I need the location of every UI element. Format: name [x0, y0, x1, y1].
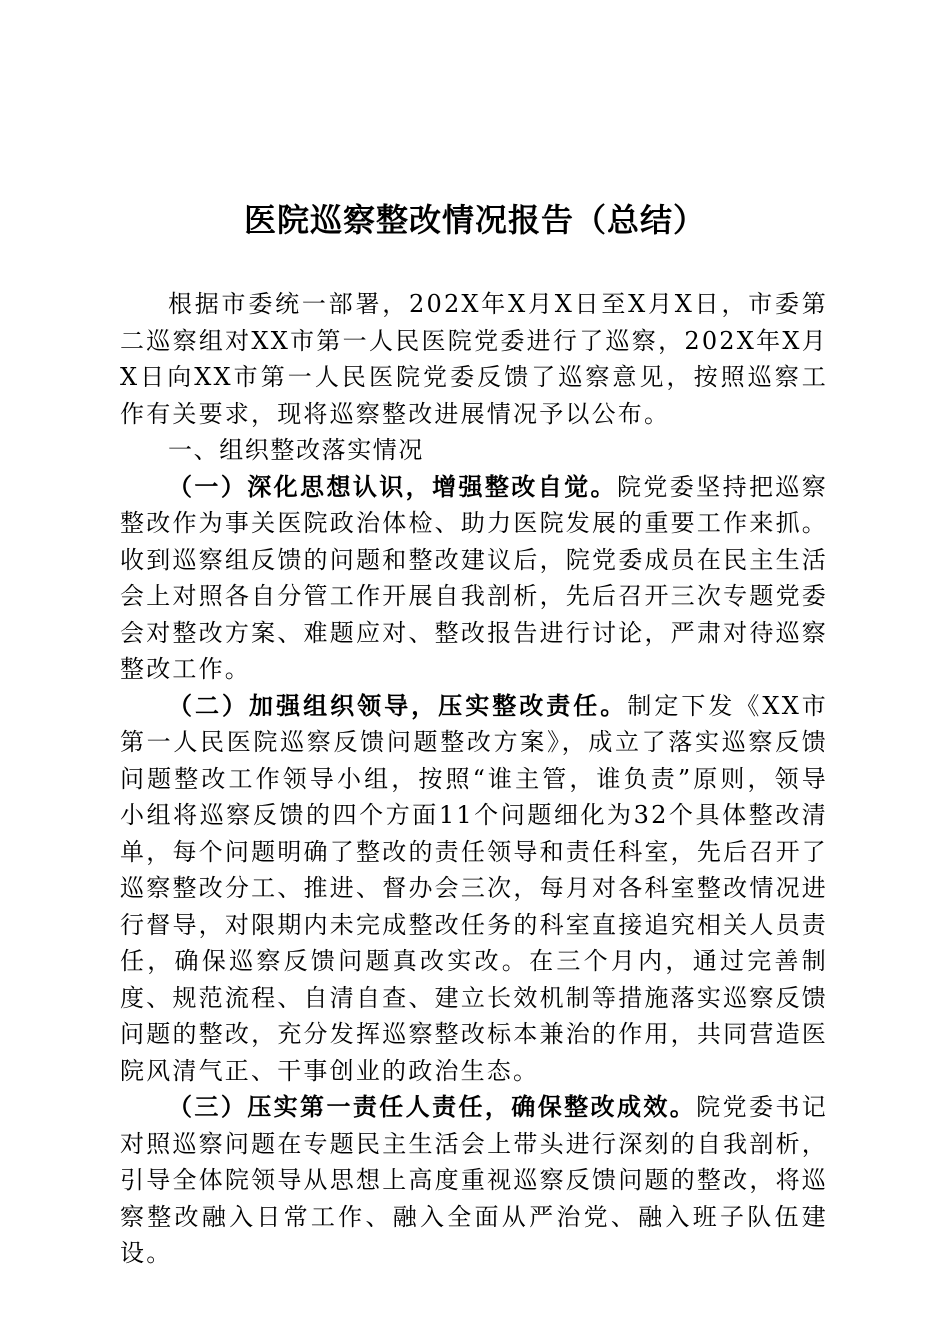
section-heading: 一、组织整改落实情况 [168, 436, 424, 464]
paragraph-item-2 [120, 688, 828, 1090]
intro-paragraph: 根据市委统一部署，202X年X月X日至X月X日，市委第二巡察组对XX市第一人民医院党委进行了巡察，202X年X月X日向XX市第一人民医院党委反馈了巡察意见，按照巡察工作有关要求，现将巡察整改进展情况予以公布。 [120, 290, 828, 428]
paragraph-item-3 [120, 1089, 828, 1272]
paragraph-text: 制定下发《XX市第一人民医院巡察反馈问题整改方案》，成立了落实巡察反馈问题整改工作领导小组，按照“谁主管，谁负责”原则，领导小组将巡察反馈的四个方面11个问题细化为32个具体整改清单，每个问题明确了整改的责任领导和责任科室，先后召开了巡察整改分工、推进、督办会三次，每月对各科室整改情况进行督导，对限期内未完成整改任务的科室直接追究相关人员责任，确保巡察反馈问题真改实改。在三个月内，通过完善制度、规范流程、自清自查、建立长效机制等措施落实巡察反馈问题的整改，充分发挥巡察整改标本兼治的作用，共同营造医院风清气正、干事创业的政治生态。 [120, 691, 828, 1085]
paragraph-lead: （二）加强组织领导，压实整改责任。 [168, 690, 628, 720]
paragraph-item-1 [120, 469, 828, 688]
paragraph-text: 院党委书记对照巡察问题在专题民主生活会上带头进行深刻的自我剖析，引导全体院领导从思想上高度重视巡察反馈问题的整改，将巡察整改融入日常工作、融入全面从严治党、融入班子队伍建设。 [120, 1093, 829, 1267]
paragraph-lead: （一）深化思想认识，增强整改自觉。 [168, 471, 617, 501]
document-body [120, 286, 828, 1272]
paragraph-lead: （三）压实第一责任人责任，确保整改成效。 [168, 1092, 697, 1121]
document-title: 医院巡察整改情况报告（总结） [243, 201, 706, 239]
paragraph-text: 院党委坚持把巡察整改作为事关医院政治体检、助力医院发展的重要工作来抓。收到巡察组反馈的问题和整改建议后，院党委成员在民主生活会上对照各自分管工作开展自我剖析，先后召开三次专题党委会对整改方案、难题应对、整改报告进行讨论，严肃对待巡察整改工作。 [120, 472, 828, 683]
